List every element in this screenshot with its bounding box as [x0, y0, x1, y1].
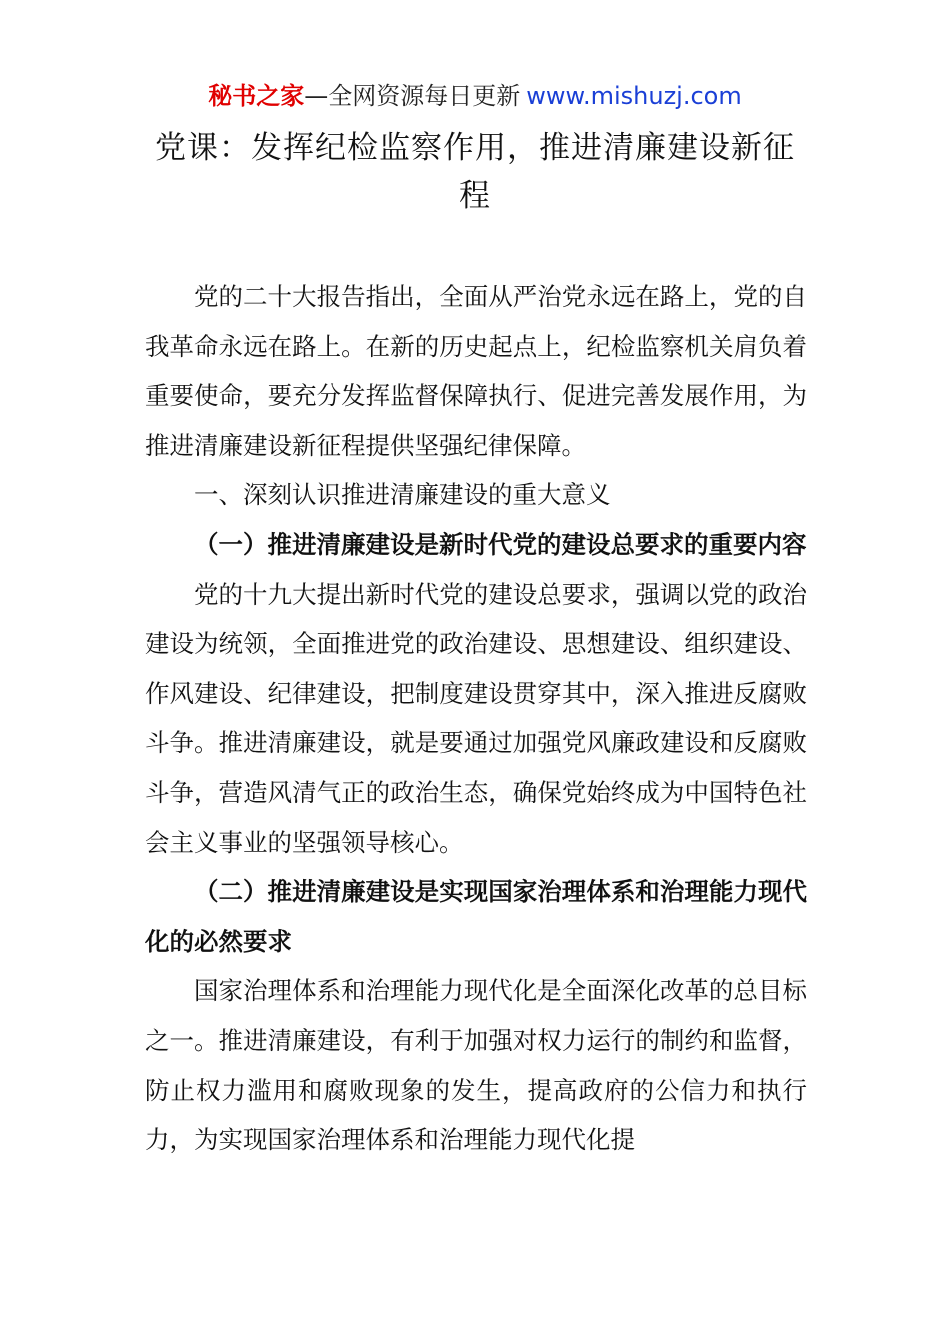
subsection-heading-1: （一）推进清廉建设是新时代党的建设总要求的重要内容 [194, 529, 807, 559]
site-url-link[interactable]: www.mishuzj.com [526, 82, 742, 110]
site-header [0, 79, 950, 113]
body-paragraph-2: 国家治理体系和治理能力现代化是全面深化改革的总目标之一。推进清廉建设，有利于加强对权力运行的制约和监督，防止权力滥用和腐败现象的发生，提高政府的公信力和执行力，为实现国家治理体系和治理能力现代化提 [145, 976, 807, 1155]
body-paragraph-1: 党的十九大提出新时代党的建设总要求，强调以党的政治建设为统领，全面推进党的政治建设、思想建设、组织建设、作风建设、纪律建设，把制度建设贯穿其中，深入推进反腐败斗争。推进清廉建设，就是要通过加强党风廉政建设和反腐败斗争，营造风清气正的政治生态，确保党始终成为中国特色社会主义事业的坚强领导核心。 [145, 579, 807, 857]
subsection-heading-2: （二）推进清廉建设是实现国家治理体系和治理能力现代化的必然要求 [145, 877, 807, 956]
site-tagline: —全网资源每日更新 [304, 82, 521, 110]
site-brand: 秘书之家 [208, 82, 305, 110]
section-heading-1: 一、深刻认识推进清廉建设的重大意义 [194, 480, 611, 510]
intro-paragraph: 党的二十大报告指出，全面从严治党永远在路上，党的自我革命永远在路上。在新的历史起点上，纪检监察机关肩负着重要使命，要充分发挥监督保障执行、促进完善发展作用，为推进清廉建设新征程提供坚强纪律保障。 [145, 282, 807, 460]
document-body [145, 272, 807, 1165]
document-title: 党课：发挥纪检监察作用，推进清廉建设新征程 [155, 130, 795, 214]
